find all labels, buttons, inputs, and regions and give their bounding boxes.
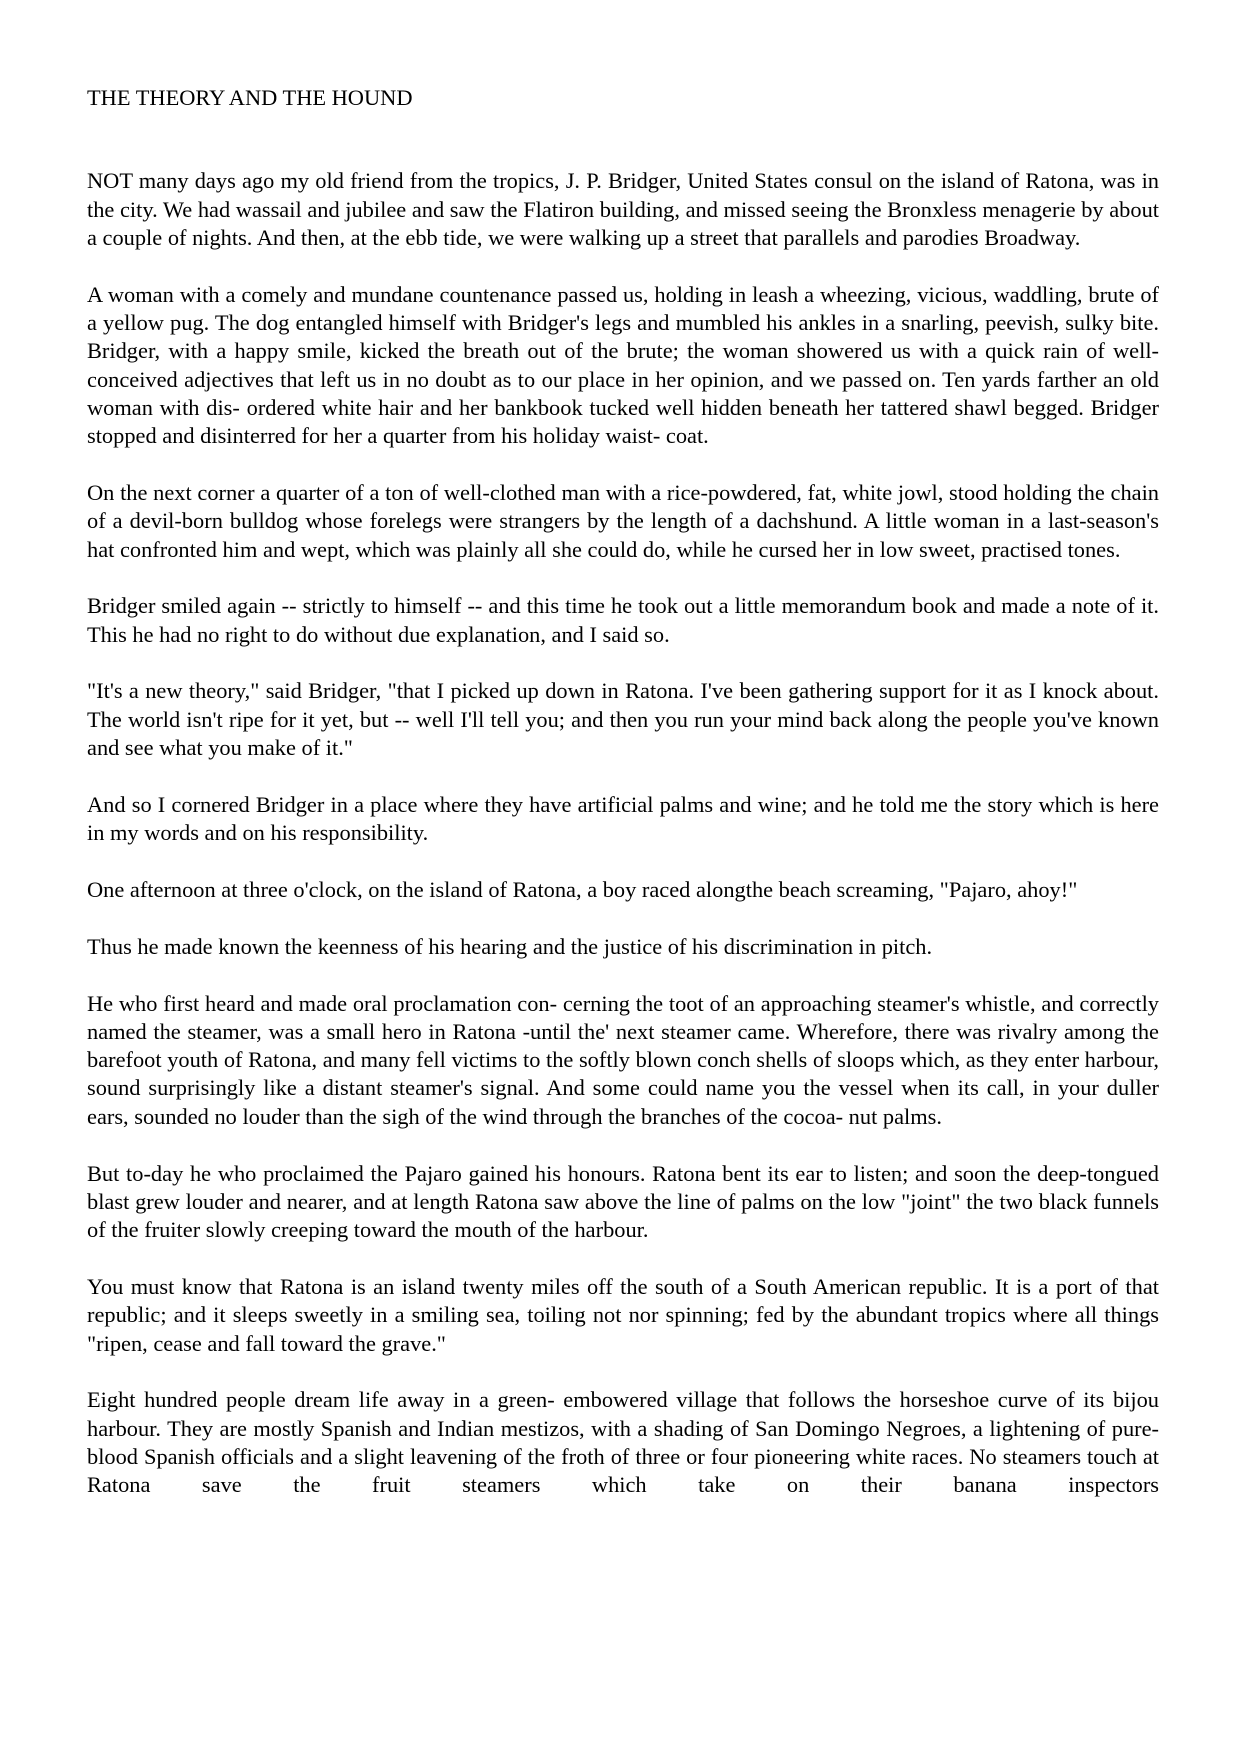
paragraph: NOT many days ago my old friend from the tropics, J. P. Bridger, United States consul on the island of Ratona, was in the city. We had wassail and jubilee and saw the Flatiron building, and missed seeing the Bronxless menagerie by about a couple of nights. And then, at the ebb tide, we were walking up a street that parallels and parodies Broadway. [87,168,1159,250]
paragraph: Bridger smiled again -- strictly to himself -- and this time he took out a little memorandum book and made a note of it. This he had no right to do without due explanation, and I said so. [87,593,1159,647]
paragraph: He who first heard and made oral proclamation con- cerning the toot of an approaching steamer's whistle, and correctly named the steamer, was a small hero in Ratona -until the' next steamer came. Wherefore, there was rivalry among the barefoot youth of Ratona, and many fell victims to the softly blown conch shells of sloops which, as they enter harbour, sound surprisingly like a distant steamer's signal. And some could name you the vessel when its call, in your duller ears, sounded no louder than the sigh of the wind through the branches of the cocoa- nut palms. [87,990,1159,1129]
document-page [87,84,1159,1499]
paragraph: And so I cornered Bridger in a place where they have artificial palms and wine; and he told me the story which is here in my words and on his responsibility. [87,791,1159,846]
paragraph: On the next corner a quarter of a ton of well-clothed man with a rice-powdered, fat, white jowl, stood holding the chain of a devil-born bulldog whose forelegs were strangers by the length of a dachshund. A little woman in a last-season's hat confronted him and wept, which was plainly all she could do, while he cursed her in low sweet, practised tones. [87,479,1159,562]
paragraph: Thus he made known the keenness of his hearing and the justice of his discrimination in pitch. [87,933,933,959]
story-title: THE THEORY AND THE HOUND [87,85,413,110]
paragraph: Eight hundred people dream life away in a green- embowered village that follows the horseshoe curve of its bijou harbour. They are mostly Spanish and Indian mestizos, with a shading of San Domingo Negroes, a lightening of pure-blood Spanish officials and a slight leavening of the froth of three or four pioneering white races. No steamers touch at Ratona save the fruit steamers which take on their banana inspectors [87,1387,1159,1498]
paragraph: A woman with a comely and mundane countenance passed us, holding in leash a wheezing, vicious, waddling, brute of a yellow pug. The dog entangled himself with Bridger's legs and mumbled his ankles in a snarling, peevish, sulky bite. Bridger, with a happy smile, kicked the breath out of the brute; the woman showered us with a quick rain of well-conceived adjectives that left us in no doubt as to our place in her opinion, and we passed on. Ten yards farther an old woman with dis- ordered white hair and her bankbook tucked well hidden beneath her tattered shawl begged. Bridger stopped and disinterred for her a quarter from his holiday waist- coat. [87,281,1159,449]
paragraph: You must know that Ratona is an island twenty miles off the south of a South American republic. It is a port of that republic; and it sleeps sweetly in a smiling sea, toiling not nor spinning; fed by the abundant tropics where all things "ripen, cease and fall toward the grave." [87,1273,1159,1356]
paragraph: But to-day he who proclaimed the Pajaro gained his honours. Ratona bent its ear to listen; and soon the deep-tongued blast grew louder and nearer, and at length Ratona saw above the line of palms on the low "joint" the two black funnels of the fruiter slowly creeping toward the mouth of the harbour. [87,1160,1159,1243]
paragraph: "It's a new theory," said Bridger, "that I picked up down in Ratona. I've been gathering support for it as I knock about. The world isn't ripe for it yet, but -- well I'll tell you; and then you run your mind back along the people you've known and see what you make of it." [87,678,1159,761]
paragraph: One afternoon at three o'clock, on the island of Ratona, a boy raced alongthe beach screaming, "Pajaro, ahoy!" [87,876,1078,902]
